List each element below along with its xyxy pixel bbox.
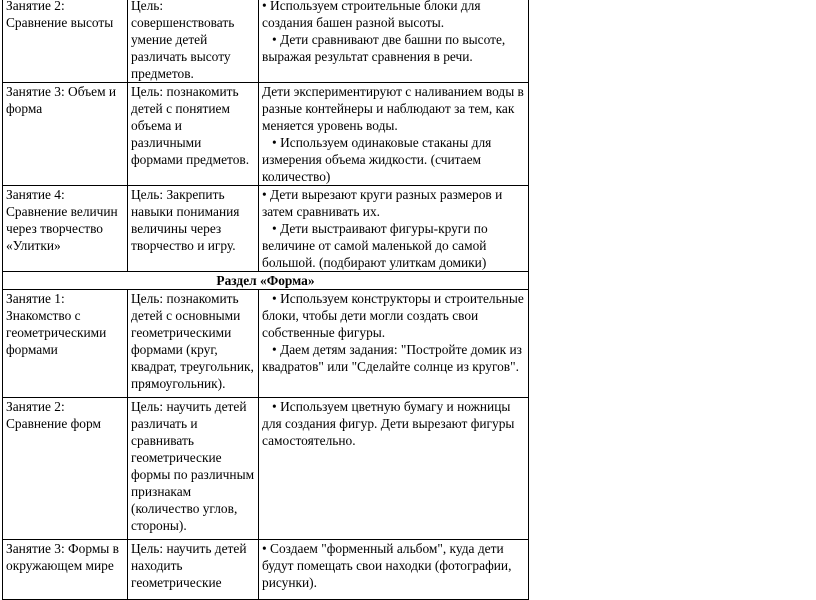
goal-cell: Цель: научить детей различать и сравнивать геометрические формы по различным признакам (количество углов, стороны). [128, 398, 259, 540]
activity-text: • Используем конструкторы и строительные блоки, чтобы дети могли создать свои собственные фигуры. [262, 291, 528, 340]
goal-cell: Цель: научить детей находить геометрические [128, 540, 259, 600]
lesson-cell: Занятие 3: Объем и форма [3, 83, 128, 186]
lesson-cell: Занятие 1: Знакомство с геометрическими формами [3, 290, 128, 398]
section-title: Раздел «Форма» [3, 272, 529, 290]
table-row [3, 540, 529, 600]
activity-text: Дети экспериментируют с наливанием воды в разные контейнеры и наблюдают за тем, как меняется уровень воды. [262, 84, 528, 133]
goal-cell: Цель: совершенствовать умение детей различать высоту предметов. [128, 0, 259, 83]
table-row [3, 0, 529, 83]
lesson-cell: Занятие 2: Сравнение форм [3, 398, 128, 540]
section-row [3, 272, 529, 290]
activity-text: • Дети вырезают круги разных размеров и затем сравнивать их. [262, 187, 506, 219]
goal-cell: Цель: познакомить детей с понятием объема и различными формами предметов. [128, 83, 259, 186]
lesson-cell: Занятие 3: Формы в окружающем мире [3, 540, 128, 600]
activities-cell [259, 540, 529, 600]
lesson-cell: Занятие 4: Сравнение величин через творчество «Улитки» [3, 186, 128, 272]
table-row [3, 290, 529, 398]
activities-cell [259, 83, 529, 186]
activity-text: • Используем цветную бумагу и ножницы для создания фигур. Дети вырезают фигуры самостоятельно. [262, 399, 518, 448]
goal-cell: Цель: познакомить детей с основными геометрическими формами (круг, квадрат, треугольник, прямоугольник). [128, 290, 259, 398]
activity-text: • Даем детям задания: "Постройте домик из квадратов" или "Сделайте солнце из кругов". [262, 342, 526, 374]
lesson-cell: Занятие 2: Сравнение высоты [3, 0, 128, 83]
activities-cell [259, 398, 529, 540]
activities-cell [259, 186, 529, 272]
activity-text: • Дети сравнивают две башни по высоте, выражая результат сравнения в речи. [262, 32, 509, 64]
activity-text: • Создаем "форменный альбом", куда дети будут помещать свои находки (фотографии, рисунки). [262, 541, 515, 590]
activity-text: • Используем строительные блоки для создания башен разной высоты. [262, 0, 484, 30]
activities-cell [259, 0, 529, 83]
goal-cell: Цель: Закрепить навыки понимания величины через творчество и игру. [128, 186, 259, 272]
lesson-plan-table [2, 0, 529, 600]
table-row [3, 83, 529, 186]
activity-text: • Используем одинаковые стаканы для измерения объема жидкости. (считаем количество) [262, 135, 495, 184]
table-row [3, 398, 529, 540]
activity-text: • Дети выстраивают фигуры-круги по величине от самой маленькой до самой большой. (подбирают улиткам домики) [262, 221, 492, 270]
table-row [3, 186, 529, 272]
activities-cell [259, 290, 529, 398]
lesson-plan-document [2, 0, 529, 600]
